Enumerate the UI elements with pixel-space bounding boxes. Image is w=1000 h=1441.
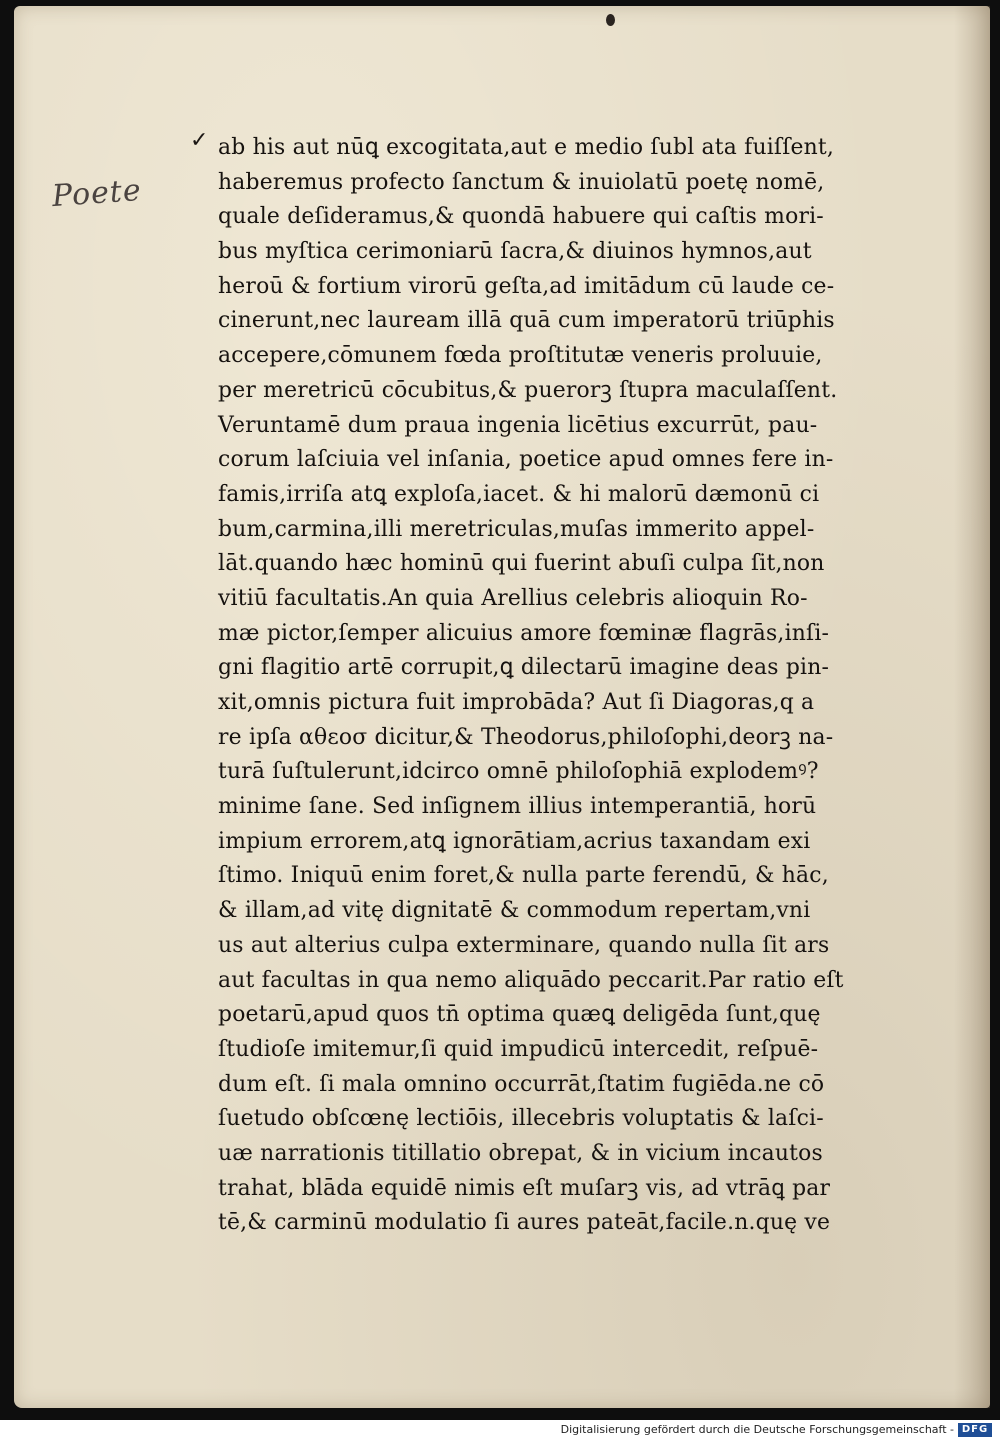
text-line: bus myſtica cerimoniarū ſacra,& diuinos hymnos,aut [218,238,812,265]
text-line: heroū & fortium virorū geſta,ad imitādum cū laude ce- [218,272,835,299]
dfg-logo: DFG [958,1423,992,1437]
text-line: aut facultas in qua nemo aliquādo peccarit.Par ratio eſt [218,966,844,993]
text-line: tē,& carminū modulatio ſi aures pateāt,facile.n.quę ve [218,1209,831,1236]
text-line: gni flagitio artē corrupit,ꝗ dilectarū imagine deas pin- [218,654,830,681]
text-line: mæ pictor,ſemper alicuius amore fœminæ flagrās,inſi- [218,619,830,646]
text-line: ab his aut nūꝗ excogitata,aut e medio ſubl ata fuiſſent, [218,134,835,160]
text-line: & illam,ad vitę dignitatē & commodum repertam,vni [218,897,811,924]
text-line: ſtudioſe imitemur,ſi quid impudicū intercedit, reſpuē- [218,1035,819,1062]
text-line: re ipſa αθεοσ dicitur,& Theodorus,philoſophi,deorꝫ na- [218,723,834,750]
text-line: accepere,cōmunem fœda proſtitutæ veneris proluuie, [218,342,823,369]
text-line: corum laſciuia vel inſania, poetice apud omnes fere in- [218,446,834,473]
text-line: us aut alterius culpa exterminare, quando nulla ſit ars [218,931,830,958]
text-line: impium errorem,atꝗ ignorātiam,acrius taxandam exi [218,827,811,854]
ink-blot [606,14,615,26]
text-line: turā ſuſtulerunt,idcirco omnē philoſophiā explodemꝰ? [218,758,819,785]
footer-bar [0,1420,1000,1441]
text-line: xit,omnis pictura fuit improbāda? Aut ſi Diagoras,q a [218,689,815,715]
text-line: cinerunt,nec lauream illā quā cum imperatorū triūphis [218,307,835,334]
text-line: Veruntamē dum praua ingenia licētius excurrūt, pau- [218,411,818,438]
text-line: minime ſane. Sed inſignem illius intemperantiā, horū [218,793,817,820]
text-line: per meretricū cōcubitus,& puerorꝫ ſtupra maculaſſent. [218,376,838,403]
text-line: quale deſideramus,& quondā habuere qui caſtis mori- [218,203,824,230]
text-line: ſuetudo obſcœnę lectiōis, illecebris voluptatis & laſci- [218,1105,824,1132]
text-line: haberemus profecto ſanctum & inuiolatū poetę nomē, [218,168,825,195]
printed-text-block [218,130,938,1240]
text-line: ſtimo. Iniquū enim foret,& nulla parte ferendū, & hāc, [218,862,829,889]
text-line: vitiū facultatis.An quia Arellius celebris alioquin Ro- [218,584,808,611]
text-line: lāt.quando hæc hominū qui fuerint abuſi culpa ſit,non [218,550,825,577]
text-line: bum,carmina,illi meretriculas,muſas immerito appel- [218,515,815,542]
footer-credit: Digitalisierung gefördert durch die Deutsche Forschungsgemeinschaft - [560,1423,954,1436]
marginal-tick-mark: ✓ [190,128,209,153]
page-gutter-shadow [954,6,990,1408]
text-line: uæ narrationis titillatio obrepat, & in vicium incautos [218,1139,823,1166]
text-line: famis,irriſa atꝗ exploſa,iacet. & hi malorū dæmonū ci [218,480,820,507]
handwritten-margin-note: Poete [50,172,143,215]
text-line: dum eſt. ſi mala omnino occurrāt,ſtatim fugiēda.ne cō [218,1070,825,1097]
text-line: poetarū,apud quos tn̄ optima quæꝗ deligēda ſunt,quę [218,1001,821,1028]
text-line: trahat, blāda equidē nimis eſt muſarꝫ vis, ad vtrāꝗ par [218,1174,831,1201]
